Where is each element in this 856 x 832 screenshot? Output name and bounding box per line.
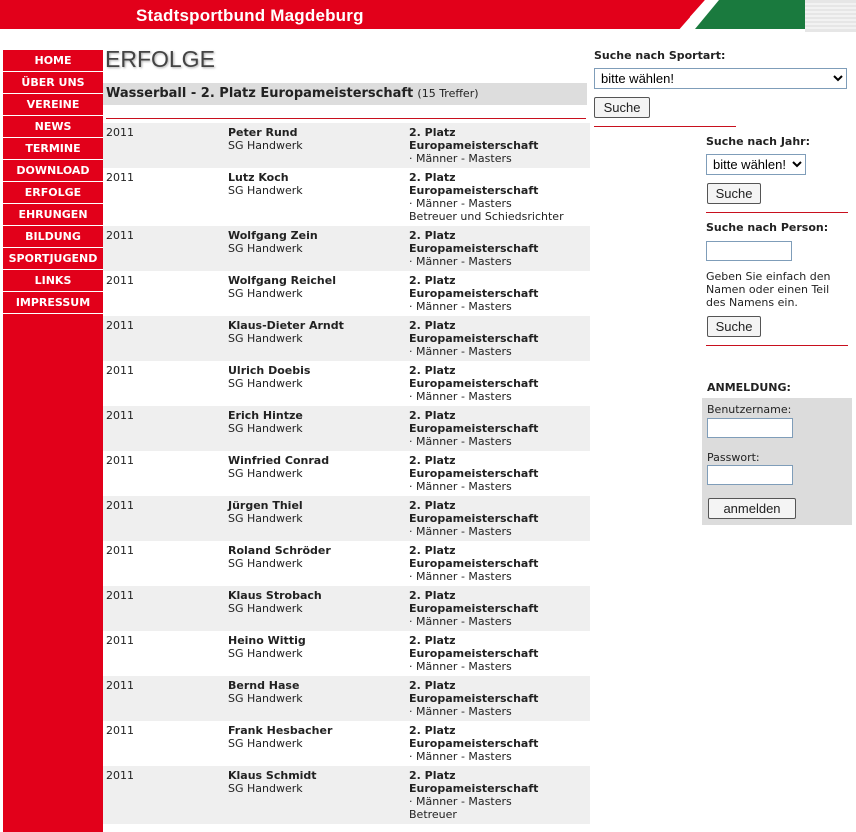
club-name: SG Handwerk [228, 377, 303, 390]
result-detail [409, 319, 590, 358]
result-person [228, 679, 303, 705]
person-search-label: Suche nach Person: [706, 221, 829, 234]
login-heading: ANMELDUNG: [707, 381, 791, 394]
club-name: SG Handwerk [228, 737, 303, 750]
result-competition: Europameisterschaft [409, 422, 539, 435]
result-detail [409, 454, 590, 493]
login-box [702, 398, 852, 525]
result-row [103, 721, 590, 766]
result-person [228, 499, 303, 525]
nav-item-vereine[interactable]: VEREINE [3, 94, 103, 116]
club-name: SG Handwerk [228, 332, 303, 345]
result-competition: Europameisterschaft [409, 287, 539, 300]
result-place: 2. Platz [409, 126, 456, 139]
result-note: Betreuer und Schiedsrichter [409, 210, 564, 223]
result-detail [409, 634, 590, 673]
result-year: 2011 [106, 126, 134, 139]
result-row [103, 586, 590, 631]
result-person [228, 409, 303, 435]
result-place: 2. Platz [409, 171, 456, 184]
year-select[interactable] [706, 154, 806, 175]
result-category: · Männer - Masters [409, 390, 512, 403]
subheading-text: Wasserball - 2. Platz Europameisterschaft [106, 86, 414, 101]
page-title: ERFOLGE [105, 46, 215, 72]
result-place: 2. Platz [409, 454, 456, 467]
athlete-name[interactable]: Klaus Strobach [228, 589, 322, 602]
result-year: 2011 [106, 454, 134, 467]
result-detail [409, 126, 590, 165]
result-year: 2011 [106, 229, 134, 242]
athlete-name[interactable]: Winfried Conrad [228, 454, 330, 467]
club-name: SG Handwerk [228, 512, 303, 525]
username-label: Benutzername: [707, 403, 792, 416]
result-category: · Männer - Masters [409, 197, 512, 210]
athlete-name[interactable]: Bernd Hase [228, 679, 300, 692]
sidebar-nav [3, 50, 103, 832]
result-person [228, 126, 303, 152]
result-year: 2011 [106, 724, 134, 737]
result-count: (15 Treffer) [417, 87, 479, 100]
result-category: · Männer - Masters [409, 480, 512, 493]
nav-item-news[interactable]: NEWS [3, 116, 103, 138]
result-competition: Europameisterschaft [409, 647, 539, 660]
athlete-name[interactable]: Peter Rund [228, 126, 298, 139]
athlete-name[interactable]: Klaus Schmidt [228, 769, 317, 782]
result-place: 2. Platz [409, 589, 456, 602]
result-person [228, 319, 344, 345]
year-search-button[interactable]: Suche [707, 183, 761, 204]
result-category: · Männer - Masters [409, 435, 512, 448]
result-person [228, 229, 318, 255]
result-place: 2. Platz [409, 229, 456, 242]
result-category: · Männer - Masters [409, 152, 512, 165]
result-competition: Europameisterschaft [409, 782, 539, 795]
result-detail [409, 679, 590, 718]
club-name: SG Handwerk [228, 287, 303, 300]
logo-stripes-icon [655, 0, 856, 32]
result-competition: Europameisterschaft [409, 467, 539, 480]
nav-item-termine[interactable]: TERMINE [3, 138, 103, 160]
nav-item-bildung[interactable]: BILDUNG [3, 226, 103, 248]
athlete-name[interactable]: Frank Hesbacher [228, 724, 333, 737]
result-row [103, 316, 590, 361]
result-place: 2. Platz [409, 769, 456, 782]
athlete-name[interactable]: Klaus-Dieter Arndt [228, 319, 344, 332]
person-search-button[interactable]: Suche [707, 316, 761, 337]
result-category: · Männer - Masters [409, 570, 512, 583]
password-input[interactable] [707, 465, 793, 485]
club-name: SG Handwerk [228, 557, 303, 570]
result-detail [409, 274, 590, 313]
result-note: Betreuer [409, 808, 457, 821]
result-detail [409, 589, 590, 628]
site-title[interactable]: Stadtsportbund Magdeburg [136, 6, 364, 25]
divider [706, 345, 848, 346]
nav-item-impressum[interactable]: IMPRESSUM [3, 292, 103, 314]
result-category: · Männer - Masters [409, 345, 512, 358]
result-place: 2. Platz [409, 499, 456, 512]
year-search-label: Suche nach Jahr: [706, 135, 811, 148]
club-name: SG Handwerk [228, 184, 303, 197]
result-person [228, 454, 329, 480]
result-row [103, 406, 590, 451]
result-competition: Europameisterschaft [409, 737, 539, 750]
person-search-hint: Geben Sie einfach den Namen oder einen Teil des Namens ein. [706, 270, 831, 309]
club-name: SG Handwerk [228, 692, 303, 705]
result-place: 2. Platz [409, 634, 456, 647]
result-category: · Männer - Masters [409, 705, 512, 718]
nav-item-download[interactable]: DOWNLOAD [3, 160, 103, 182]
club-name: SG Handwerk [228, 422, 303, 435]
result-place: 2. Platz [409, 364, 456, 377]
results-list [103, 123, 590, 824]
result-row [103, 451, 590, 496]
club-name: SG Handwerk [228, 782, 303, 795]
result-year: 2011 [106, 679, 134, 692]
result-detail [409, 544, 590, 583]
result-person [228, 634, 306, 660]
result-category: · Männer - Masters [409, 750, 512, 763]
result-year: 2011 [106, 409, 134, 422]
result-detail [409, 364, 590, 403]
result-category: · Männer - Masters [409, 795, 512, 808]
result-person [228, 171, 303, 197]
result-year: 2011 [106, 634, 134, 647]
result-detail [409, 499, 590, 538]
athlete-name[interactable]: Wolfgang Zein [228, 229, 318, 242]
result-category: · Männer - Masters [409, 255, 512, 268]
nav-item-ueber-uns[interactable]: ÜBER UNS [3, 72, 103, 94]
athlete-name[interactable]: Heino Wittig [228, 634, 306, 647]
nav-item-ehrungen[interactable]: EHRUNGEN [3, 204, 103, 226]
athlete-name[interactable]: Ulrich Doebis [228, 364, 311, 377]
result-category: · Männer - Masters [409, 300, 512, 313]
club-name: SG Handwerk [228, 602, 303, 615]
result-category: · Männer - Masters [409, 525, 512, 538]
result-year: 2011 [106, 274, 134, 287]
username-input[interactable] [707, 418, 793, 438]
club-name: SG Handwerk [228, 647, 303, 660]
result-row [103, 271, 590, 316]
result-year: 2011 [106, 589, 134, 602]
result-year: 2011 [106, 171, 134, 184]
result-person [228, 589, 322, 615]
result-person [228, 274, 336, 300]
sport-select[interactable] [594, 68, 847, 89]
result-person [228, 724, 332, 750]
result-place: 2. Platz [409, 544, 456, 557]
result-place: 2. Platz [409, 319, 456, 332]
athlete-name[interactable]: Erich Hintze [228, 409, 303, 422]
result-year: 2011 [106, 544, 134, 557]
login-button[interactable]: anmelden [708, 498, 796, 519]
result-row [103, 676, 590, 721]
nav-item-links[interactable]: LINKS [3, 270, 103, 292]
result-row [103, 168, 590, 226]
result-category: · Männer - Masters [409, 615, 512, 628]
result-detail [409, 229, 590, 268]
result-detail [409, 724, 590, 763]
result-place: 2. Platz [409, 409, 456, 422]
result-competition: Europameisterschaft [409, 692, 539, 705]
result-row [103, 361, 590, 406]
result-competition: Europameisterschaft [409, 602, 539, 615]
result-competition: Europameisterschaft [409, 377, 539, 390]
result-year: 2011 [106, 499, 134, 512]
result-row [103, 226, 590, 271]
athlete-name[interactable]: Jürgen Thiel [228, 499, 303, 512]
password-label: Passwort: [707, 451, 760, 464]
athlete-name[interactable]: Lutz Koch [228, 171, 289, 184]
result-person [228, 769, 317, 795]
athlete-name[interactable]: Wolfgang Reichel [228, 274, 336, 287]
person-search-input[interactable] [706, 241, 792, 261]
nav-item-home[interactable]: HOME [3, 50, 103, 72]
result-place: 2. Platz [409, 679, 456, 692]
result-competition: Europameisterschaft [409, 139, 539, 152]
sport-search-label: Suche nach Sportart: [594, 49, 726, 62]
result-row [103, 541, 590, 586]
result-detail [409, 769, 590, 821]
result-row [103, 631, 590, 676]
club-name: SG Handwerk [228, 139, 303, 152]
result-competition: Europameisterschaft [409, 332, 539, 345]
result-year: 2011 [106, 364, 134, 377]
result-place: 2. Platz [409, 724, 456, 737]
result-competition: Europameisterschaft [409, 557, 539, 570]
divider [106, 118, 586, 119]
site-header [0, 0, 856, 32]
results-subheading [103, 83, 587, 105]
result-place: 2. Platz [409, 274, 456, 287]
result-row [103, 496, 590, 541]
club-name: SG Handwerk [228, 467, 303, 480]
sport-search-button[interactable]: Suche [594, 97, 650, 118]
result-detail [409, 171, 590, 223]
divider [594, 126, 736, 127]
athlete-name[interactable]: Roland Schröder [228, 544, 331, 557]
result-row [103, 123, 590, 168]
result-detail [409, 409, 590, 448]
divider [706, 212, 848, 213]
result-category: · Männer - Masters [409, 660, 512, 673]
result-competition: Europameisterschaft [409, 242, 539, 255]
result-row [103, 766, 590, 824]
result-person [228, 544, 331, 570]
club-name: SG Handwerk [228, 242, 303, 255]
result-year: 2011 [106, 319, 134, 332]
result-person [228, 364, 310, 390]
nav-item-erfolge[interactable]: ERFOLGE [3, 182, 103, 204]
result-competition: Europameisterschaft [409, 184, 539, 197]
result-competition: Europameisterschaft [409, 512, 539, 525]
result-year: 2011 [106, 769, 134, 782]
nav-item-sportjugend[interactable]: SPORTJUGEND [3, 248, 103, 270]
